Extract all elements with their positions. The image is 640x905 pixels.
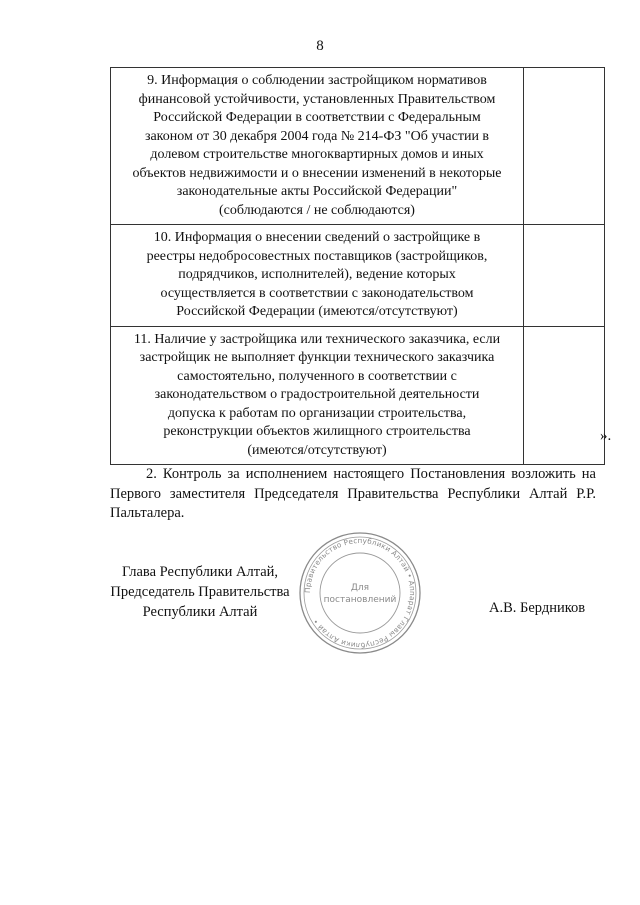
criterion-line: реестры недобросовестных поставщиков (застройщиков, [146, 248, 488, 264]
signatory-title-line: Республики Алтай [142, 604, 258, 620]
criterion-description [111, 68, 524, 225]
criterion-line: 9. Информация о соблюдении застройщиком нормативов [147, 73, 487, 88]
criterion-line: реконструкции объектов жилищного строительства [163, 424, 471, 439]
stamp-ring-text: Правительство Республики Алтай • Аппарат Главы Республики Алтай • [302, 535, 418, 651]
criterion-line: застройщик не выполняет функции технического заказчика [139, 350, 495, 365]
criterion-line: (соблюдаются / не соблюдаются) [219, 202, 415, 218]
criterion-line: (имеются/отсутствуют) [247, 442, 387, 458]
criterion-line: законом от 30 декабря 2004 года № 214-ФЗ "Об участии в [144, 128, 490, 144]
table-row [111, 68, 605, 225]
control-paragraph: 2. Контроль за исполнением настоящего Постановления возложить на Первого заместителя Председателя Правительства Республики Алтай Р.Р. Пальталера. [110, 466, 596, 521]
criterion-line: долевом строительстве многоквартирных домов и иных [150, 147, 484, 162]
stamp-center-line: Для [350, 583, 370, 593]
criterion-value-cell [524, 68, 605, 225]
criterion-description [111, 326, 524, 465]
signatory-title [107, 562, 293, 622]
criterion-line: 10. Информация о внесении сведений о застройщике в [153, 230, 481, 245]
signatory-name: А.В. Бердников [489, 600, 586, 616]
closing-quote: ». [600, 428, 612, 444]
criterion-line: 11. Наличие у застройщика или технического заказчика, если [133, 331, 501, 347]
page-number: 8 [316, 38, 324, 54]
criterion-line: объектов недвижимости и о внесении изменений в некоторые [132, 165, 502, 181]
criterion-line: финансовой устойчивости, установленных Правительством [138, 91, 496, 107]
criterion-line: подрядчиков, исполнителей), ведение которых [178, 267, 456, 282]
official-stamp [297, 530, 423, 656]
criterion-description [111, 225, 524, 327]
criterion-line: осуществляется в соответствии с законодательством [160, 285, 474, 301]
criterion-value-cell [524, 225, 605, 327]
criterion-line: законодательством о градостроительной деятельности [154, 387, 480, 402]
criterion-value-cell [524, 326, 605, 465]
signatory-title-line: Председатель Правительства [110, 584, 290, 600]
criteria-table [110, 67, 605, 465]
criterion-line: допуска к работам по организации строительства, [167, 405, 467, 421]
signatory-title-line: Глава Республики Алтай, [121, 564, 279, 580]
criterion-line: Российской Федерации (имеются/отсутствуют) [176, 304, 458, 319]
criterion-line: Российской Федерации в соответствии с Федеральным [153, 110, 481, 125]
criterion-line: самостоятельно, полученного в соответствии с [177, 368, 457, 384]
criterion-line: законодательные акты Российской Федерации" [176, 184, 458, 199]
stamp-center-line: постановлений [323, 595, 397, 605]
table-row [111, 225, 605, 327]
table-row [111, 326, 605, 465]
